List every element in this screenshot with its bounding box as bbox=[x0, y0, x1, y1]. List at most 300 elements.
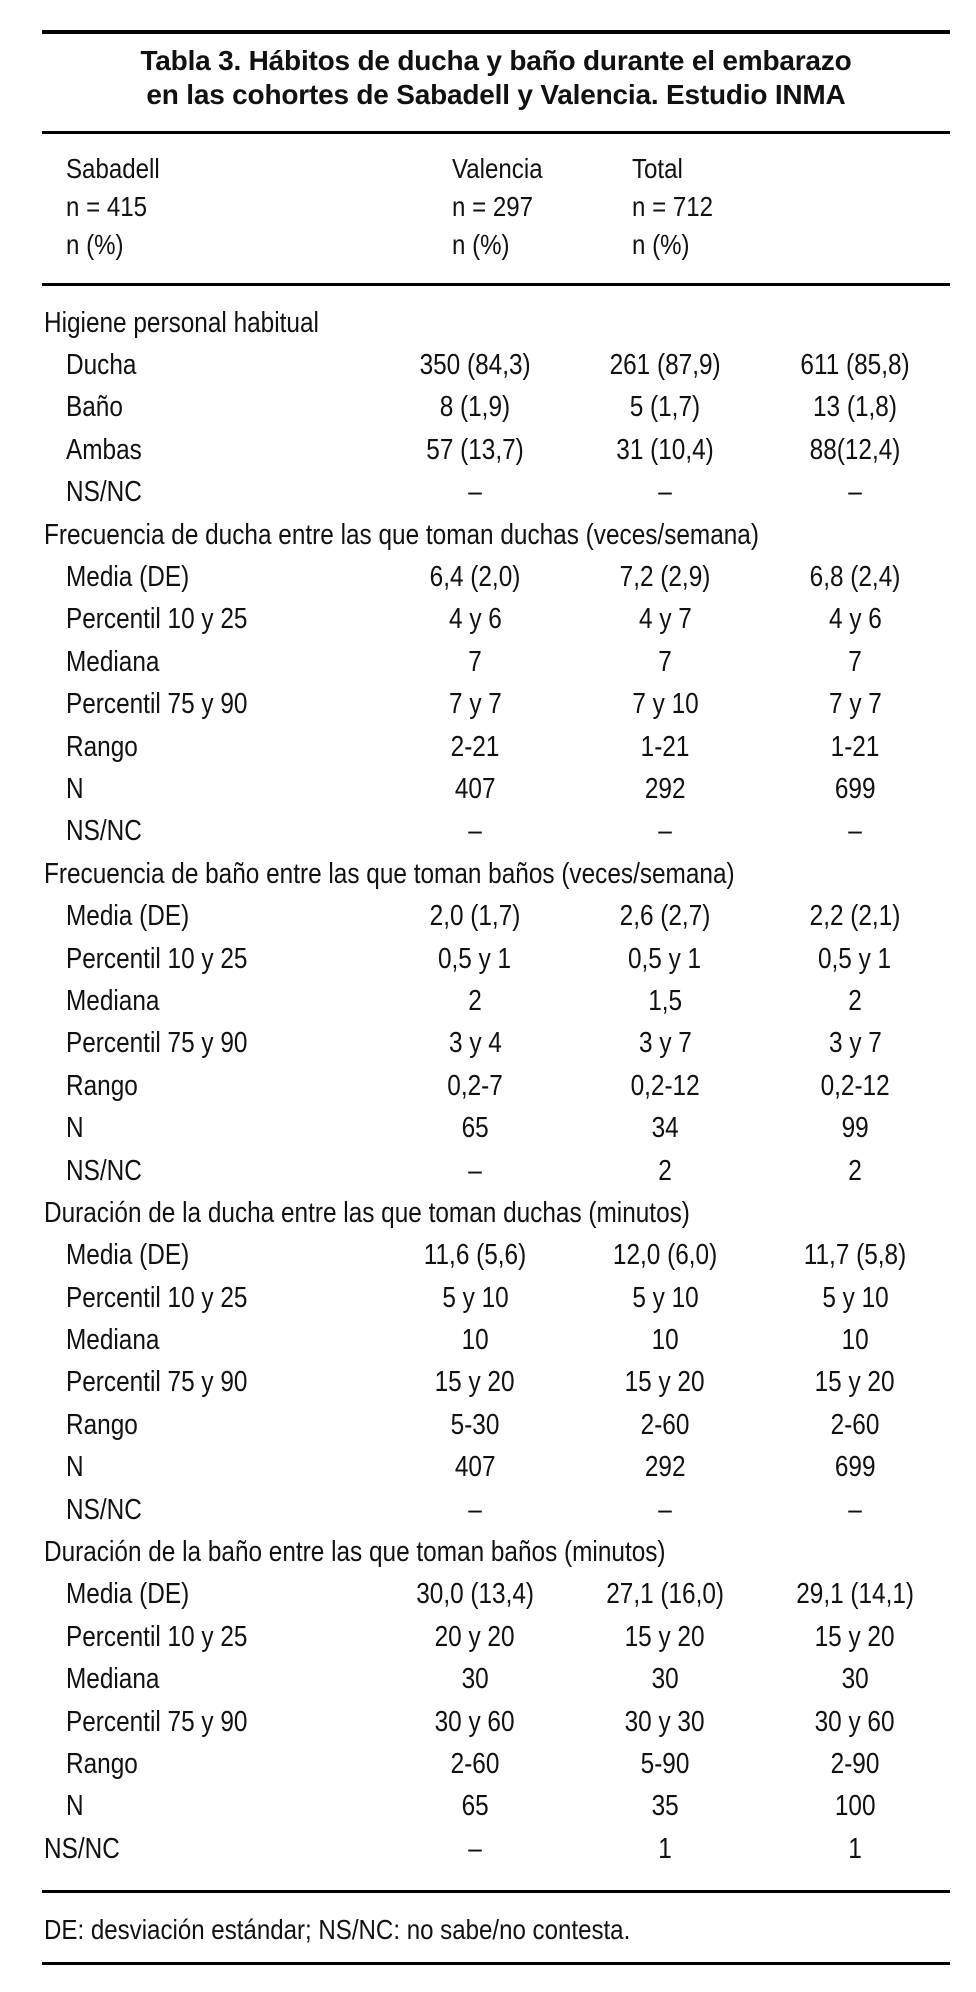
row-label bbox=[42, 1786, 380, 1828]
data-table bbox=[42, 302, 950, 1870]
table-cell bbox=[570, 768, 760, 810]
cell-value: 2 bbox=[468, 984, 482, 1017]
cell-value: 30 bbox=[461, 1663, 489, 1696]
title-rule bbox=[42, 131, 950, 134]
table-cell bbox=[570, 1404, 760, 1446]
table-cell bbox=[760, 1150, 950, 1192]
row-label-text: Media (DE) bbox=[66, 900, 190, 933]
table-row bbox=[42, 938, 950, 980]
cell-value: 30 bbox=[651, 1663, 679, 1696]
row-label-text: Mediana bbox=[66, 1324, 160, 1357]
top-rule bbox=[42, 30, 950, 34]
row-label bbox=[42, 768, 380, 810]
cell-value: 2,6 (2,7) bbox=[619, 900, 711, 933]
table-cell bbox=[380, 1828, 570, 1870]
cell-value: – bbox=[468, 1832, 482, 1865]
row-label-text: Percentil 75 y 90 bbox=[66, 1027, 248, 1060]
row-label-text: Percentil 75 y 90 bbox=[66, 688, 248, 721]
row-label-text: Ambas bbox=[66, 433, 142, 466]
cell-value: 5 y 10 bbox=[821, 1281, 889, 1314]
table-cell bbox=[570, 811, 760, 853]
cell-value: 30,0 (13,4) bbox=[416, 1578, 534, 1611]
table-cell bbox=[380, 1023, 570, 1065]
row-label bbox=[42, 684, 380, 726]
cell-value: 27,1 (16,0) bbox=[606, 1578, 724, 1611]
cell-value: 10 bbox=[651, 1324, 679, 1357]
table-cell bbox=[380, 1362, 570, 1404]
table-cell bbox=[380, 980, 570, 1022]
cell-value: 261 (87,9) bbox=[609, 349, 721, 382]
cell-value: 3 y 7 bbox=[828, 1027, 882, 1060]
row-label-text: Percentil 10 y 25 bbox=[66, 1620, 248, 1653]
cell-value: 30 y 60 bbox=[435, 1705, 515, 1738]
table-cell bbox=[760, 1404, 950, 1446]
table-cell bbox=[380, 1150, 570, 1192]
table-cell bbox=[380, 387, 570, 429]
table-row bbox=[42, 1150, 950, 1192]
row-label bbox=[42, 1362, 380, 1404]
bottom-rule bbox=[42, 1890, 950, 1893]
row-label-text: N bbox=[66, 772, 84, 805]
table-cell bbox=[760, 1107, 950, 1149]
cell-value: 1-21 bbox=[640, 730, 690, 763]
cell-value: 12,0 (6,0) bbox=[612, 1239, 718, 1272]
row-label bbox=[42, 1828, 380, 1870]
table-cell bbox=[570, 1701, 760, 1743]
cell-value: – bbox=[468, 476, 482, 509]
row-label bbox=[42, 938, 380, 980]
table-row bbox=[42, 726, 950, 768]
section-title-text: Duración de la baño entre las que toman baños (minutos) bbox=[44, 1536, 666, 1569]
cell-value: 30 y 30 bbox=[625, 1705, 705, 1738]
table-cell bbox=[760, 1362, 950, 1404]
row-label-text: Percentil 75 y 90 bbox=[66, 1366, 248, 1399]
table-row bbox=[42, 1743, 950, 1785]
cell-value: 3 y 7 bbox=[638, 1027, 692, 1060]
table-cell bbox=[570, 980, 760, 1022]
cell-value: 5 (1,7) bbox=[629, 391, 701, 424]
row-label bbox=[42, 726, 380, 768]
table-cell bbox=[570, 1150, 760, 1192]
cell-value: – bbox=[658, 815, 672, 848]
table-cell bbox=[760, 641, 950, 683]
row-label bbox=[42, 1277, 380, 1319]
table-cell bbox=[760, 1828, 950, 1870]
cell-value: 5 y 10 bbox=[441, 1281, 509, 1314]
cell-value: 13 (1,8) bbox=[813, 391, 897, 424]
table-row bbox=[42, 1023, 950, 1065]
table-row bbox=[42, 1828, 950, 1870]
row-label-text: Rango bbox=[66, 730, 138, 763]
table-cell bbox=[760, 1319, 950, 1361]
row-label-text: Rango bbox=[66, 1747, 138, 1780]
table-cell bbox=[760, 895, 950, 937]
section-header-row bbox=[42, 302, 950, 344]
cell-value: 6,4 (2,0) bbox=[429, 561, 521, 594]
footnote: DE: desviación estándar; NS/NC: no sabe/no contesta. bbox=[44, 1914, 631, 1945]
table-row bbox=[42, 1319, 950, 1361]
cell-value: 4 y 6 bbox=[828, 603, 882, 636]
cell-value: 10 bbox=[461, 1324, 489, 1357]
table-cell bbox=[380, 556, 570, 598]
table-row bbox=[42, 1447, 950, 1489]
table-cell bbox=[570, 1447, 760, 1489]
cell-value: – bbox=[468, 1154, 482, 1187]
cell-value: – bbox=[468, 1493, 482, 1526]
table-cell bbox=[570, 556, 760, 598]
table-row bbox=[42, 1659, 950, 1701]
table-row bbox=[42, 1701, 950, 1743]
cell-value: 0,5 y 1 bbox=[438, 942, 512, 975]
row-label-text: NS/NC bbox=[66, 815, 142, 848]
section-title bbox=[42, 1531, 950, 1573]
table-cell bbox=[760, 1065, 950, 1107]
table-cell bbox=[570, 1659, 760, 1701]
cell-value: 407 bbox=[454, 772, 496, 805]
column-unit: n (%) bbox=[452, 229, 510, 260]
cell-value: 1-21 bbox=[830, 730, 880, 763]
table-cell bbox=[380, 1616, 570, 1658]
row-label bbox=[42, 1065, 380, 1107]
row-label-text: Percentil 75 y 90 bbox=[66, 1705, 248, 1738]
table-row bbox=[42, 556, 950, 598]
section-title bbox=[42, 1192, 950, 1234]
column-name: Valencia bbox=[452, 153, 543, 184]
row-label-text: NS/NC bbox=[66, 476, 142, 509]
table-row bbox=[42, 1235, 950, 1277]
cell-value: 350 (84,3) bbox=[419, 349, 531, 382]
row-label bbox=[42, 1701, 380, 1743]
row-label-text: Percentil 10 y 25 bbox=[66, 603, 248, 636]
table-row bbox=[42, 1489, 950, 1531]
table-cell bbox=[380, 1743, 570, 1785]
row-label bbox=[42, 599, 380, 641]
cell-value: 8 (1,9) bbox=[439, 391, 511, 424]
cell-value: 15 y 20 bbox=[435, 1366, 515, 1399]
table-row bbox=[42, 895, 950, 937]
table-cell bbox=[570, 1362, 760, 1404]
table-cell bbox=[380, 344, 570, 386]
row-label bbox=[42, 1023, 380, 1065]
row-label bbox=[42, 811, 380, 853]
cell-value: – bbox=[848, 1493, 862, 1526]
row-label bbox=[42, 1616, 380, 1658]
cell-value: 7 bbox=[848, 645, 862, 678]
row-label bbox=[42, 472, 380, 514]
cell-value: 0,5 y 1 bbox=[628, 942, 702, 975]
row-label-text: Ducha bbox=[66, 349, 137, 382]
table-cell bbox=[760, 1277, 950, 1319]
row-label bbox=[42, 895, 380, 937]
cell-value: – bbox=[658, 1493, 672, 1526]
cell-value: 1 bbox=[848, 1832, 862, 1865]
table-row bbox=[42, 1277, 950, 1319]
cell-value: 2-21 bbox=[450, 730, 500, 763]
section-title bbox=[42, 302, 950, 344]
table-row bbox=[42, 1362, 950, 1404]
table-cell bbox=[760, 684, 950, 726]
table-cell bbox=[570, 1065, 760, 1107]
column-n: n = 712 bbox=[632, 191, 714, 222]
row-label bbox=[42, 556, 380, 598]
row-label-text: N bbox=[66, 1451, 84, 1484]
cell-value: 5-30 bbox=[450, 1408, 500, 1441]
row-label bbox=[42, 1489, 380, 1531]
table-cell bbox=[570, 1489, 760, 1531]
table-cell bbox=[760, 980, 950, 1022]
table-cell bbox=[570, 1828, 760, 1870]
cell-value: 7,2 (2,9) bbox=[619, 561, 711, 594]
cell-value: 699 bbox=[834, 1451, 876, 1484]
table-cell bbox=[380, 1659, 570, 1701]
cell-value: 2-60 bbox=[640, 1408, 690, 1441]
cell-value: – bbox=[658, 476, 672, 509]
cell-value: 292 bbox=[644, 772, 686, 805]
table-cell bbox=[570, 472, 760, 514]
table-cell bbox=[760, 1659, 950, 1701]
cell-value: 2,0 (1,7) bbox=[429, 900, 521, 933]
table-row bbox=[42, 1404, 950, 1446]
cell-value: 407 bbox=[454, 1451, 496, 1484]
table-cell bbox=[760, 1701, 950, 1743]
row-label bbox=[42, 1150, 380, 1192]
cell-value: 5-90 bbox=[640, 1747, 690, 1780]
cell-value: 11,6 (5,6) bbox=[423, 1239, 527, 1272]
table-cell bbox=[380, 938, 570, 980]
column-header-total bbox=[632, 150, 713, 264]
table-cell bbox=[760, 1786, 950, 1828]
table-cell bbox=[570, 599, 760, 641]
cell-value: – bbox=[848, 476, 862, 509]
table-row bbox=[42, 599, 950, 641]
row-label-text: Mediana bbox=[66, 645, 160, 678]
cell-value: 611 (85,8) bbox=[800, 349, 910, 382]
column-unit: n (%) bbox=[632, 229, 690, 260]
section-title bbox=[42, 514, 950, 556]
section-title-text: Frecuencia de baño entre las que toman baños (veces/semana) bbox=[44, 857, 735, 890]
table-row bbox=[42, 1107, 950, 1149]
table-cell bbox=[380, 1235, 570, 1277]
table-cell bbox=[570, 1277, 760, 1319]
table-cell bbox=[760, 1235, 950, 1277]
section-title-text: Frecuencia de ducha entre las que toman duchas (veces/semana) bbox=[44, 518, 759, 551]
row-label bbox=[42, 1235, 380, 1277]
cell-value: 5 y 10 bbox=[631, 1281, 699, 1314]
cell-value: 15 y 20 bbox=[815, 1620, 895, 1653]
table-cell bbox=[760, 1447, 950, 1489]
data-table-body bbox=[42, 302, 950, 1870]
table-row bbox=[42, 344, 950, 386]
row-label bbox=[42, 429, 380, 471]
table-cell bbox=[380, 1489, 570, 1531]
cell-value: 30 y 60 bbox=[815, 1705, 895, 1738]
table-cell bbox=[380, 1786, 570, 1828]
cell-value: 7 y 7 bbox=[828, 688, 882, 721]
cell-value: 0,2-7 bbox=[447, 1069, 503, 1102]
table-row bbox=[42, 1786, 950, 1828]
table-cell bbox=[380, 472, 570, 514]
table-cell bbox=[380, 641, 570, 683]
table-cell bbox=[570, 387, 760, 429]
cell-value: 65 bbox=[461, 1790, 489, 1823]
table-cell bbox=[570, 895, 760, 937]
cell-value: 15 y 20 bbox=[815, 1366, 895, 1399]
table-cell bbox=[760, 1574, 950, 1616]
table-cell bbox=[380, 811, 570, 853]
row-label-text: NS/NC bbox=[44, 1832, 120, 1865]
table-cell bbox=[570, 1319, 760, 1361]
row-label bbox=[42, 1107, 380, 1149]
section-header-row bbox=[42, 1531, 950, 1573]
table-cell bbox=[760, 599, 950, 641]
row-label-text: Media (DE) bbox=[66, 1578, 190, 1611]
table-cell bbox=[380, 684, 570, 726]
cell-value: 65 bbox=[461, 1112, 489, 1145]
table-cell bbox=[760, 938, 950, 980]
table-cell bbox=[760, 768, 950, 810]
row-label-text: Percentil 10 y 25 bbox=[66, 942, 248, 975]
table-cell bbox=[380, 1065, 570, 1107]
cell-value: 2-90 bbox=[830, 1747, 880, 1780]
cell-value: – bbox=[848, 815, 862, 848]
row-label bbox=[42, 980, 380, 1022]
row-label bbox=[42, 1659, 380, 1701]
column-unit: n (%) bbox=[66, 229, 124, 260]
table-cell bbox=[380, 895, 570, 937]
row-label-text: Media (DE) bbox=[66, 561, 190, 594]
table-cell bbox=[760, 1489, 950, 1531]
table-cell bbox=[570, 1574, 760, 1616]
row-label-text: NS/NC bbox=[66, 1493, 142, 1526]
cell-value: 2,2 (2,1) bbox=[809, 900, 901, 933]
table-row bbox=[42, 472, 950, 514]
table-cell bbox=[380, 429, 570, 471]
table-row bbox=[42, 429, 950, 471]
table-cell bbox=[760, 811, 950, 853]
row-label bbox=[42, 1404, 380, 1446]
row-label bbox=[42, 1447, 380, 1489]
column-n: n = 297 bbox=[452, 191, 534, 222]
row-label bbox=[42, 1574, 380, 1616]
cell-value: 2 bbox=[848, 984, 862, 1017]
table-cell bbox=[570, 684, 760, 726]
section-header-row bbox=[42, 853, 950, 895]
table-row bbox=[42, 980, 950, 1022]
table-cell bbox=[570, 1786, 760, 1828]
table-cell bbox=[570, 641, 760, 683]
table-cell bbox=[570, 1023, 760, 1065]
cell-value: 7 bbox=[658, 645, 672, 678]
table-cell bbox=[570, 1743, 760, 1785]
cell-value: 1 bbox=[658, 1832, 672, 1865]
cell-value: 0,5 y 1 bbox=[818, 942, 892, 975]
row-label-text: N bbox=[66, 1790, 84, 1823]
table-cell bbox=[570, 1616, 760, 1658]
row-label-text: Mediana bbox=[66, 1663, 160, 1696]
table-title-line-1: Tabla 3. Hábitos de ducha y baño durante el embarazo bbox=[140, 45, 852, 76]
cell-value: 35 bbox=[651, 1790, 679, 1823]
column-header-sabadell bbox=[66, 150, 160, 264]
row-label bbox=[42, 641, 380, 683]
cell-value: 4 y 6 bbox=[448, 603, 502, 636]
section-title-text: Duración de la ducha entre las que toman duchas (minutos) bbox=[44, 1196, 690, 1229]
cell-value: 57 (13,7) bbox=[426, 433, 524, 466]
table-row bbox=[42, 1065, 950, 1107]
cell-value: 0,2-12 bbox=[630, 1069, 700, 1102]
cell-value: 100 bbox=[834, 1790, 876, 1823]
table-cell bbox=[760, 387, 950, 429]
table-row bbox=[42, 684, 950, 726]
table-row bbox=[42, 387, 950, 429]
column-n: n = 415 bbox=[66, 191, 148, 222]
cell-value: 2 bbox=[658, 1154, 672, 1187]
column-name: Total bbox=[632, 153, 683, 184]
cell-value: 7 bbox=[468, 645, 482, 678]
cell-value: 31 (10,4) bbox=[616, 433, 714, 466]
table-cell bbox=[760, 1743, 950, 1785]
cell-value: 2-60 bbox=[450, 1747, 500, 1780]
cell-value: 15 y 20 bbox=[625, 1366, 705, 1399]
table-cell bbox=[380, 599, 570, 641]
table-row bbox=[42, 1574, 950, 1616]
row-label bbox=[42, 1743, 380, 1785]
table-row bbox=[42, 641, 950, 683]
row-label-text: Rango bbox=[66, 1069, 138, 1102]
cell-value: 20 y 20 bbox=[435, 1620, 515, 1653]
cell-value: 29,1 (14,1) bbox=[796, 1578, 914, 1611]
table-cell bbox=[380, 1107, 570, 1149]
column-header-valencia bbox=[452, 150, 543, 264]
table-title bbox=[42, 44, 950, 112]
cell-value: 0,2-12 bbox=[820, 1069, 890, 1102]
row-label-text: Baño bbox=[66, 391, 123, 424]
table-cell bbox=[380, 1404, 570, 1446]
cell-value: 699 bbox=[834, 772, 876, 805]
table-cell bbox=[570, 938, 760, 980]
cell-value: 7 y 7 bbox=[448, 688, 502, 721]
table-cell bbox=[760, 344, 950, 386]
cell-value: 11,7 (5,8) bbox=[803, 1239, 907, 1272]
cell-value: 3 y 4 bbox=[448, 1027, 502, 1060]
table-cell bbox=[380, 1277, 570, 1319]
section-header-row bbox=[42, 514, 950, 556]
table-cell bbox=[380, 1447, 570, 1489]
table-cell bbox=[570, 1107, 760, 1149]
cell-value: 292 bbox=[644, 1451, 686, 1484]
table-cell bbox=[570, 1235, 760, 1277]
section-header-row bbox=[42, 1192, 950, 1234]
cell-value: 6,8 (2,4) bbox=[809, 561, 901, 594]
cell-value: 2 bbox=[848, 1154, 862, 1187]
table-title-line-2: en las cohortes de Sabadell y Valencia. Estudio INMA bbox=[146, 79, 846, 110]
cell-value: 15 y 20 bbox=[625, 1620, 705, 1653]
table-cell bbox=[380, 768, 570, 810]
row-label-text: Rango bbox=[66, 1408, 138, 1441]
cell-value: 2-60 bbox=[830, 1408, 880, 1441]
cell-value: 1,5 bbox=[648, 984, 682, 1017]
cell-value: 30 bbox=[841, 1663, 869, 1696]
table-cell bbox=[380, 1319, 570, 1361]
section-title-text: Higiene personal habitual bbox=[44, 306, 319, 339]
table-cell bbox=[760, 1023, 950, 1065]
table-cell bbox=[570, 429, 760, 471]
table-cell bbox=[760, 1616, 950, 1658]
table-cell bbox=[570, 344, 760, 386]
cell-value: – bbox=[468, 815, 482, 848]
row-label-text: NS/NC bbox=[66, 1154, 142, 1187]
column-name: Sabadell bbox=[66, 153, 160, 184]
cell-value: 99 bbox=[841, 1112, 869, 1145]
